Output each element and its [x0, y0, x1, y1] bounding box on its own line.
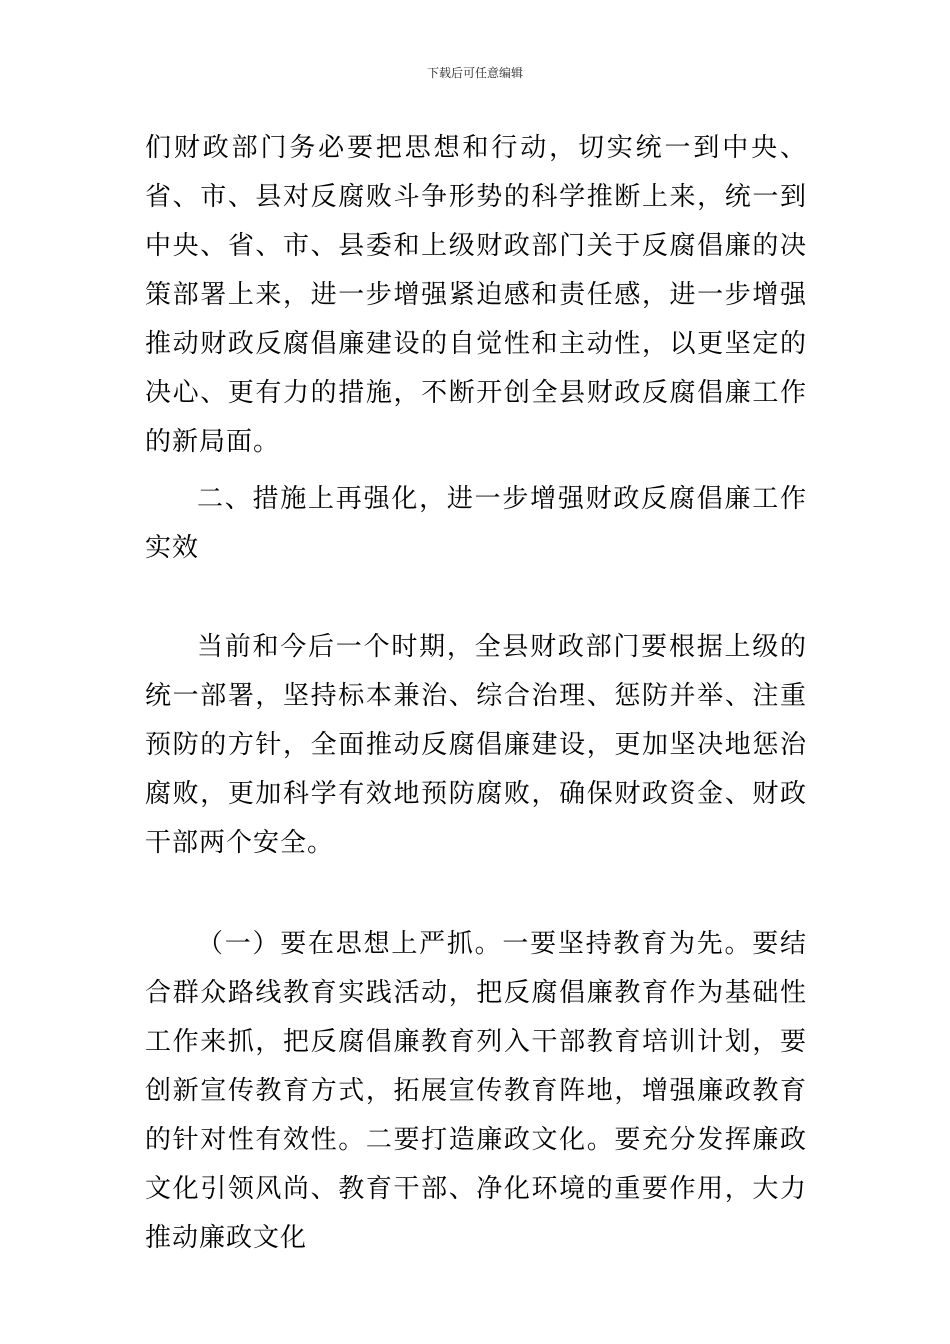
page-header: 下载后可任意编辑	[426, 66, 523, 80]
section-heading: 二、措施上再强化，进一步增强财政反腐倡廉工作实效	[145, 484, 807, 563]
paragraph-continued: 们财政部门务必要把思想和行动，切实统一到中央、省、市、县对反腐败斗争形势的科学推断上来，统一到中央、省、市、县委和上级财政部门关于反腐倡廉的决策部署上来，进一步增强紧迫感和责任感，进一步增强推动财政反腐倡廉建设的自觉性和主动性，以更坚定的决心、更有力的措施，不断开创全县财政反腐倡廉工作的新局面。	[145, 133, 807, 457]
paragraph-subsection-one: （一）要在思想上严抓。一要坚持教育为先。要结合群众路线教育实践活动，把反腐倡廉教育作为基础性工作来抓，把反腐倡廉教育列入干部教育培训计划，要创新宣传教育方式，拓展宣传教育阵地，增强廉政教育的针对性有效性。二要打造廉政文化。要充分发挥廉政文化引领风尚、教育干部、净化环境的重要作用，大力推动廉政文化	[145, 929, 807, 1253]
paragraph-intro: 当前和今后一个时期，全县财政部门要根据上级的统一部署，坚持标本兼治、综合治理、惩防并举、注重预防的方针，全面推动反腐倡廉建设，更加坚决地惩治腐败，更加科学有效地预防腐败，确保财政资金、财政干部两个安全。	[145, 632, 807, 858]
